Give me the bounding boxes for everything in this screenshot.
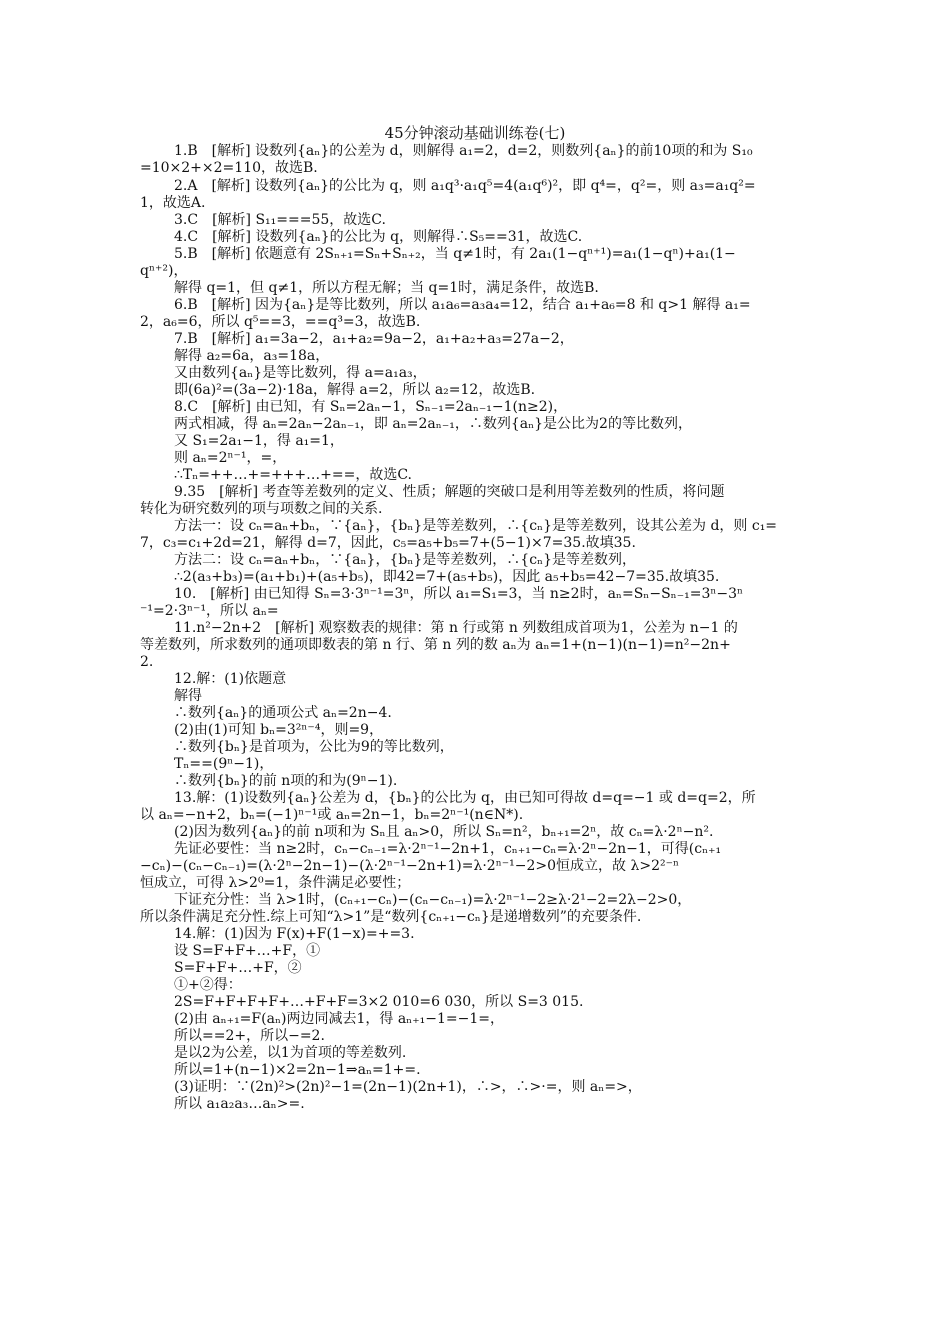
text-line: 所以=1+(n−1)×2=2n−1⇒aₙ=1+=. [174,1062,421,1078]
text-line: 12.解：(1)依题意 [174,671,287,687]
text-line: 先证必要性：当 n≥2时，cₙ−cₙ₋₁=λ·2ⁿ⁻¹−2n+1，cₙ₊₁−cₙ=λ·2ⁿ−2n−1，可得(cₙ₊₁ [174,841,722,857]
text-line: 设 S=F+F+…+F，① [174,943,321,959]
text-line: 7.B [解析] a₁=3a−2，a₁+a₂=9a−2，a₁+a₂+a₃=27a−2， [174,331,574,347]
text-line: 1，故选A. [140,195,206,211]
text-line: 等差数列，所求数列的通项即数表的第 n 行、第 n 列的数 aₙ为 aₙ=1+(n−1)(n−1)=n²−2n+ [140,637,731,653]
text-line: 6.B [解析] 因为{aₙ}是等比数列，所以 a₁a₆=a₃a₄=12，结合 a₁+a₆=8 和 q>1 解得 a₁= [174,297,751,313]
text-line: (3)证明：∵(2n)²>(2n)²−1=(2n−1)(2n+1)，∴>，∴>·=，则 aₙ=>， [174,1079,642,1095]
text-line: 2.A [解析] 设数列{aₙ}的公比为 q，则 a₁q³·a₁q⁵=4(a₁q⁶)²，即 q⁴=，q²=，则 a₃=a₁q²= [174,178,756,194]
text-line: 7，c₃=c₁+2d=21，解得 d=7，因此，c₅=a₅+b₅=7+(5−1)×7=35.故填35. [140,535,636,551]
text-line: 2S=F+F+F+F+…+F+F=3×2 010=6 030，所以 S=3 015. [174,994,584,1010]
text-line: ①+②得： [174,977,242,993]
text-line: 所以 a₁a₂a₃…aₙ>=. [174,1096,305,1112]
text-line: 方法一：设 cₙ=aₙ+bₙ，∵{aₙ}，{bₙ}是等差数列，∴{cₙ}是等差数列，设其公差为 d，则 c₁= [174,518,778,534]
text-line: 转化为研究数列的项与项数之间的关系. [140,501,383,517]
text-line: 方法二：设 cₙ=aₙ+bₙ，∵{aₙ}，{bₙ}是等差数列，∴{cₙ}是等差数列， [174,552,636,568]
text-line: ∴Tₙ=++…+=+++…+==，故选C. [174,467,412,483]
text-line: ∴数列{aₙ}的通项公式 aₙ=2n−4. [174,705,392,721]
document-title: 45分钟滚动基础训练卷(七) [384,124,566,142]
text-line: 10. [解析] 由已知得 Sₙ=3·3ⁿ⁻¹=3ⁿ，所以 a₁=S₁=3，当 n≥2时，aₙ=Sₙ−Sₙ₋₁=3ⁿ−3ⁿ [174,586,744,602]
text-line: ∴2(a₃+b₃)=(a₁+b₁)+(a₅+b₅)，即42=7+(a₅+b₅)，因此 a₅+b₅=42−7=35.故填35. [174,569,720,585]
text-line: −cₙ)−(cₙ−cₙ₋₁)=(λ·2ⁿ−2n−1)−(λ·2ⁿ⁻¹−2n+1)=λ·2ⁿ⁻¹−2>0恒成立，故 λ>2²⁻ⁿ [140,858,680,874]
text-line: 即(6a)²=(3a−2)·18a，解得 a=2，所以 a₂=12，故选B. [174,382,536,398]
text-line: (2)因为数列{aₙ}的前 n项和为 Sₙ且 aₙ>0，所以 Sₙ=n²，bₙ₊₁=2ⁿ，故 cₙ=λ·2ⁿ−n². [174,824,714,840]
text-line: 2. [140,654,154,670]
text-line: 两式相减，得 aₙ=2aₙ−2aₙ₋₁，即 aₙ=2aₙ₋₁，∴数列{aₙ}是公比为2的等比数列， [174,416,692,432]
text-line: 是以2为公差，以1为首项的等差数列. [174,1045,407,1061]
text-line: 14.解：(1)因为 F(x)+F(1−x)=+=3. [174,926,415,942]
text-line: S=F+F+…+F，② [174,960,302,976]
text-line: Tₙ==(9ⁿ−1)， [174,756,274,772]
text-line: 所以==2+，所以−=2. [174,1028,325,1044]
text-line: 4.C [解析] 设数列{aₙ}的公比为 q，则解得∴S₅==31，故选C. [174,229,583,245]
text-line: 5.B [解析] 依题意有 2Sₙ₊₁=Sₙ+Sₙ₊₂，当 q≠1时，有 2a₁(1−qⁿ⁺¹)=a₁(1−qⁿ)+a₁(1− [174,246,736,262]
text-line: ∴数列{bₙ}是首项为，公比为9的等比数列， [174,739,454,755]
text-line: 9.35 [解析] 考查等差数列的定义、性质；解题的突破口是利用等差数列的性质，将问题 [174,484,725,500]
text-line: qⁿ⁺²)， [140,263,188,279]
text-line: (2)由(1)可知 bₙ=3²ⁿ⁻⁴，则=9， [174,722,384,738]
text-line: 则 aₙ=2ⁿ⁻¹，=， [174,450,287,466]
text-line: 13.解：(1)设数列{aₙ}公差为 d，{bₙ}的公比为 q，由已知可得故 d=q=−1 或 d=q=2，所 [174,790,756,806]
text-line: 解得 q=1，但 q≠1，所以方程无解；当 q=1时，满足条件，故选B. [174,280,599,296]
text-line: 又 S₁=2a₁−1，得 a₁=1， [174,433,344,449]
text-line: 恒成立，可得 λ>2⁰=1，条件满足必要性； [140,875,411,891]
text-line: ⁻¹=2·3ⁿ⁻¹，所以 aₙ= [140,603,279,619]
text-line: 11.n²−2n+2 [解析] 观察数表的规律：第 n 行或第 n 列数组成首项为1，公差为 n−1 的 [174,620,738,636]
text-line: 所以条件满足充分性.综上可知“λ>1”是“数列{cₙ₊₁−cₙ}是递增数列”的充要条件. [140,909,642,925]
text-line: (2)由 aₙ₊₁=F(aₙ)两边同减去1，得 aₙ₊₁−1=−1=， [174,1011,504,1027]
text-line: 解得 a₂=6a，a₃=18a， [174,348,330,364]
text-line: 下证充分性：当 λ>1时，(cₙ₊₁−cₙ)−(cₙ−cₙ₋₁)=λ·2ⁿ⁻¹−2≥λ·2¹−2=2λ−2>0， [174,892,692,908]
text-line: 3.C [解析] S₁₁===55，故选C. [174,212,386,228]
text-line: 2，a₆=6，所以 q⁵==3，==q³=3，故选B. [140,314,421,330]
text-line: ∴数列{bₙ}的前 n项的和为(9ⁿ−1). [174,773,398,789]
text-line: 解得 [174,688,202,704]
text-line: 8.C [解析] 由已知，有 Sₙ=2aₙ−1，Sₙ₋₁=2aₙ₋₁−1(n≥2)， [174,399,568,415]
text-line: =10×2+×2=110，故选B. [140,160,318,176]
text-line: 又由数列{aₙ}是等比数列，得 a=a₁a₃， [174,365,427,381]
text-line: 以 aₙ=−n+2，bₙ=(−1)ⁿ⁻¹或 aₙ=2n−1，bₙ=2ⁿ⁻¹(n∈N*). [140,807,524,823]
text-line: 1.B [解析] 设数列{aₙ}的公差为 d，则解得 a₁=2，d=2，则数列{aₙ}的前10项的和为 S₁₀ [174,143,753,159]
